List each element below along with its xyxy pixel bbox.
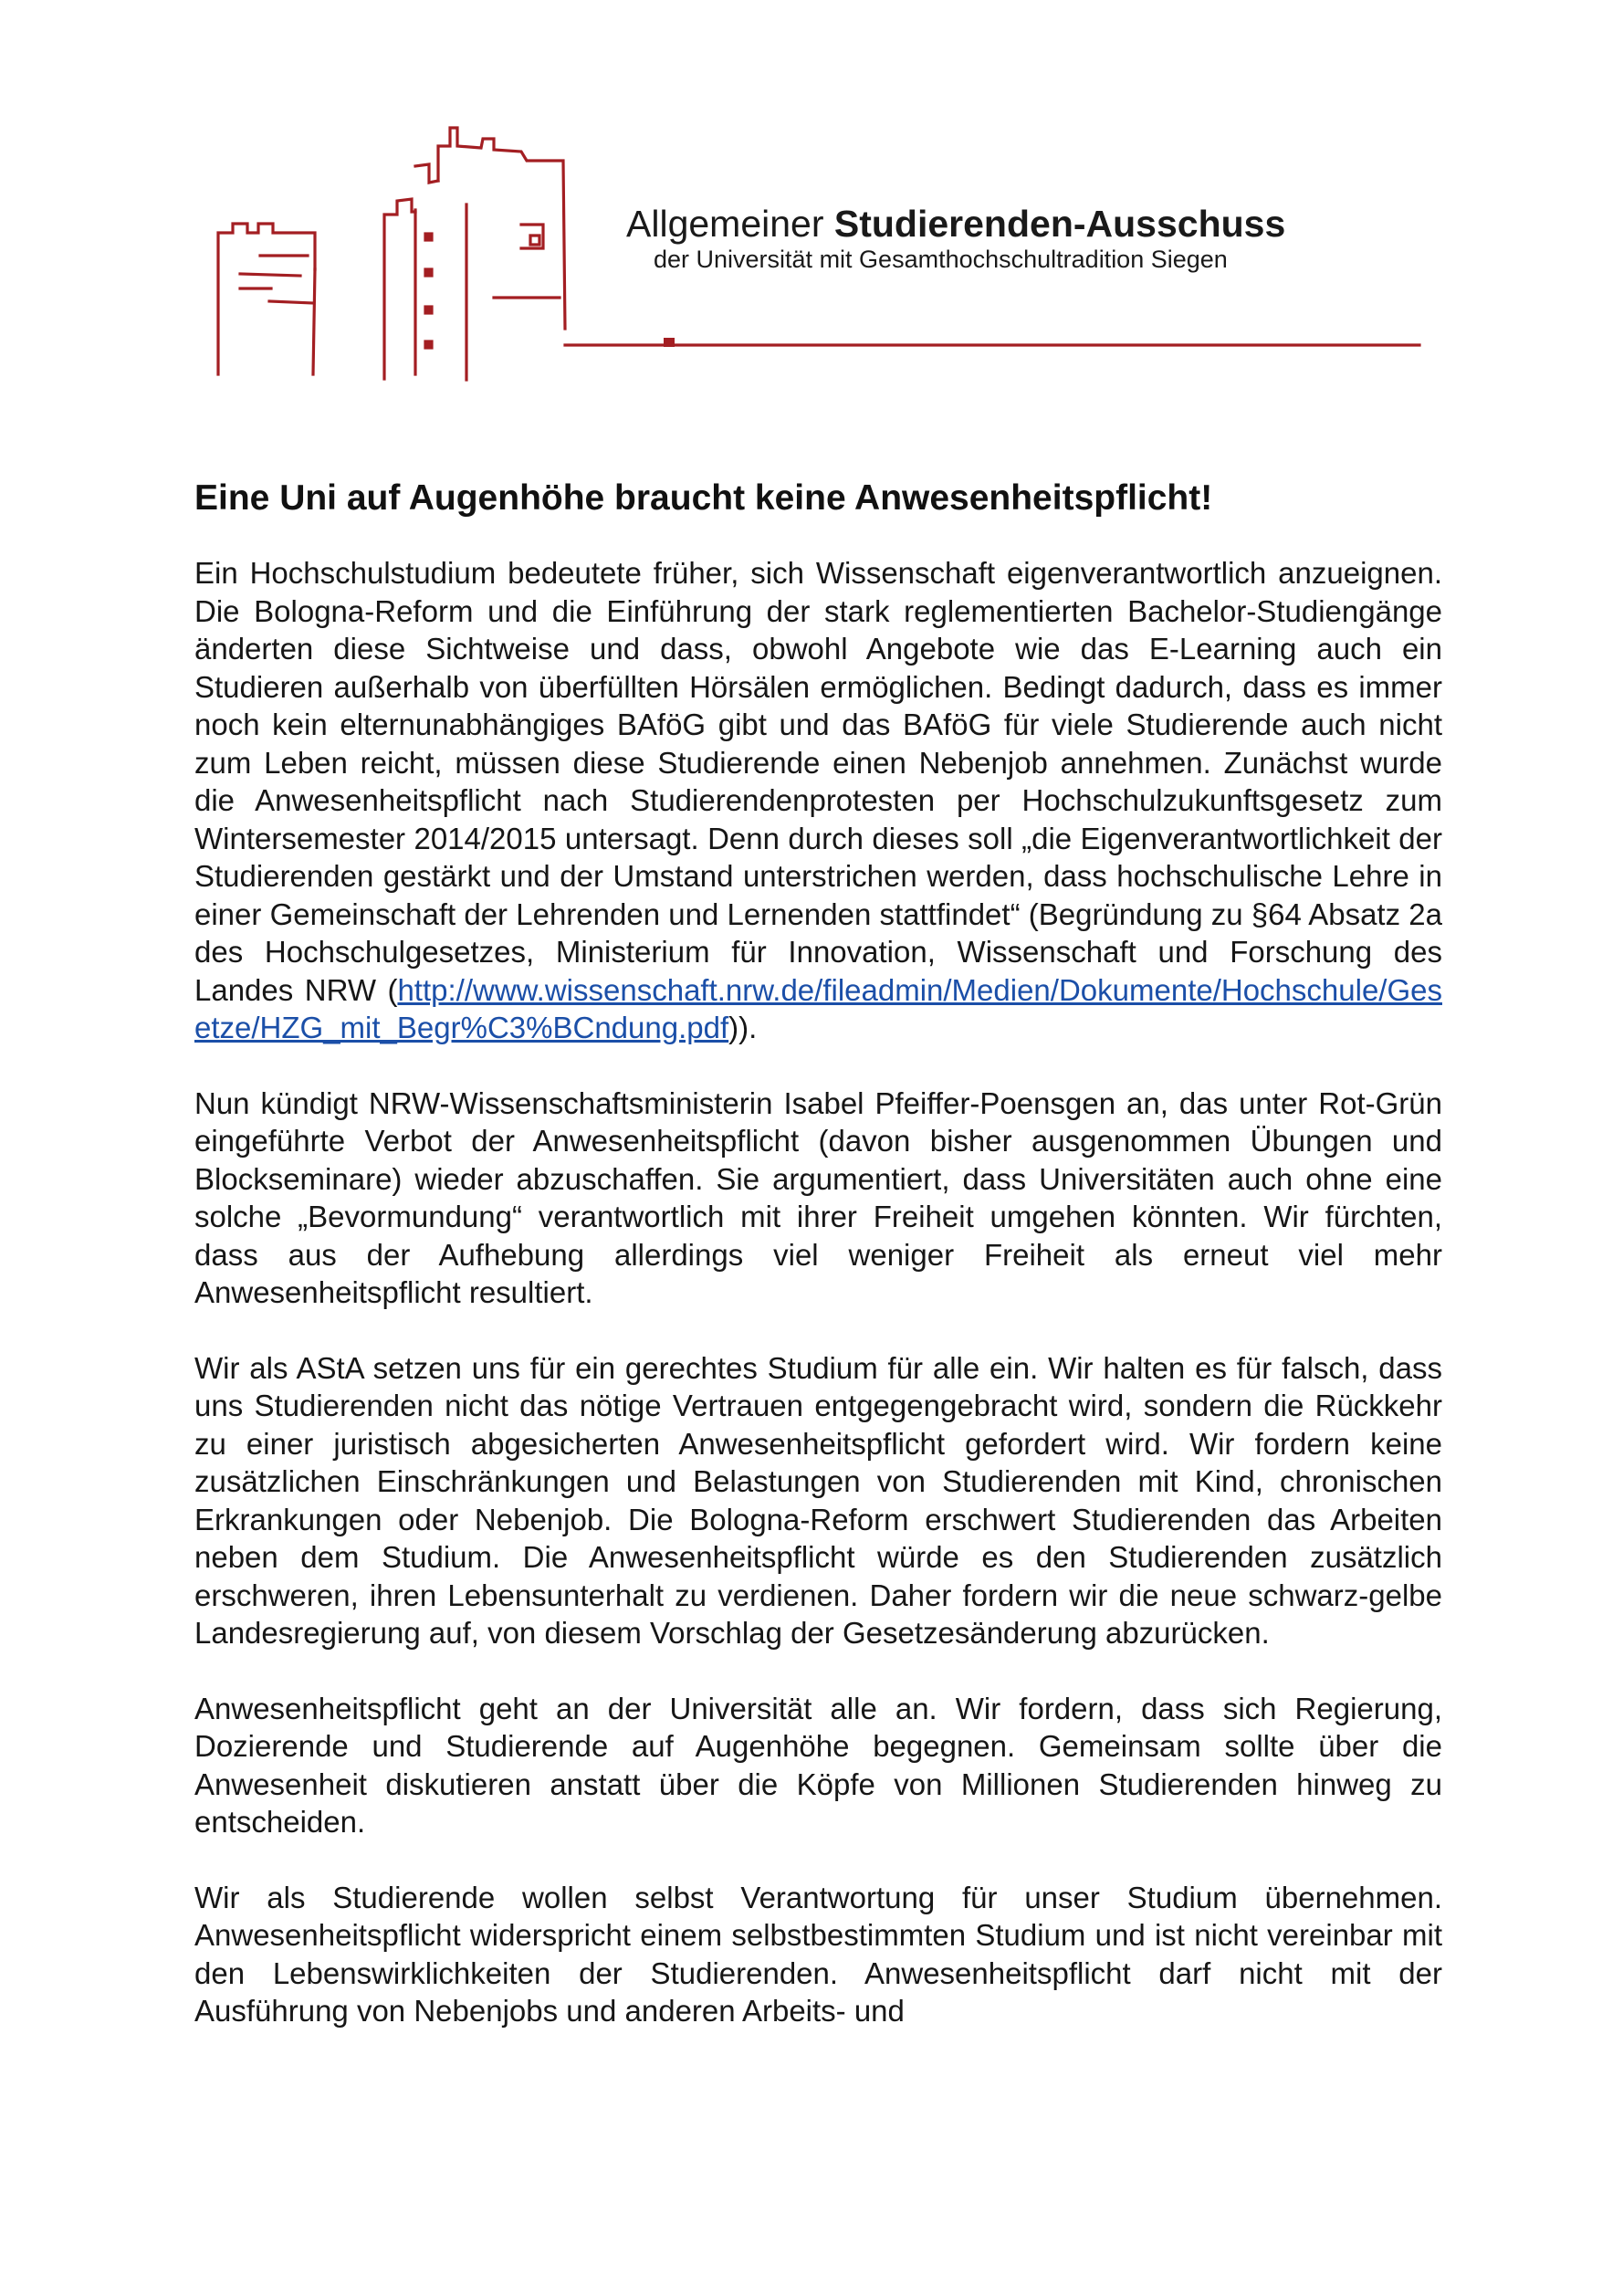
org-name [626, 203, 1285, 245]
org-name-part2: Studierenden-Ausschuss [833, 203, 1286, 245]
paragraph-1-text: Ein Hochschulstudium bedeutete früher, sich Wissenschaft eigenverantwortlich anzueignen. Die Bologna-Reform und die Einführung der stark reglementierten Bachelor-Studiengänge änderten diese Sichtweise und dass, obwohl Angebote wie das E-Learning auch ein Studieren außerhalb von überfüllten Hörsälen ermöglichen. Bedingt dadurch, dass es immer noch kein elternunabhängiges BAföG gibt und das BAföG für viele Studierende auch nicht zum Leben reicht, müssen diese Studierende einen Nebenjob annehmen. Zunächst wurde die Anwesenheitspflicht nach Studierendenprotesten per Hochschulzukunftsgesetz zum Wintersemester 2014/2015 untersagt. Denn durch dieses soll „die Eigenverantwortlichkeit der Studierenden gestärkt und der Umstand unterstrichen werden, dass hochschulische Lehre in einer Gemeinschaft der Lehrenden und Lernenden stattfindet“ (Begründung zu §64 Absatz 2a des Hochschulgesetzes, Ministerium für Innovation, Wissenschaft und Forschung des Landes NRW ( [194, 556, 1442, 1007]
paragraph-4: Anwesenheitspflicht geht an der Universität alle an. Wir fordern, dass sich Regierung, Dozierende und Studierende auf Augenhöhe begegnen. Gemeinsam sollte über die Anwesenheit diskutieren anstatt über die Köpfe von Millionen Studierenden hinweg zu entscheiden. [194, 1691, 1442, 1839]
paragraph-3: Wir als AStA setzen uns für ein gerechtes Studium für alle ein. Wir halten es für falsch, dass uns Studierenden nicht das nötige Vertrauen entgegengebracht wird, sondern die Rückkehr zu einer juristisch abgesicherten Anwesenheitspflicht gefordert wird. Wir fordern keine zusätzlichen Einschränkungen und Belastungen von Studierenden mit Kind, chronischen Erkrankungen oder Nebenjob. Die Bologna-Reform erschwert Studierenden das Arbeiten neben dem Studium. Die Anwesenheitspflicht würde es den Studierenden zusätzlich erschweren, ihren Lebensunterhalt zu verdienen. Daher fordern wir die neue schwarz-gelbe Landesregierung auf, von diesem Vorschlag der Gesetzesänderung abzurücken. [194, 1350, 1442, 1650]
document-title: Eine Uni auf Augenhöhe braucht keine Anwesenheitspflicht! [194, 478, 1213, 518]
paragraph-1-end: )). [728, 1011, 758, 1044]
org-name-part1: Allgemeiner [626, 203, 834, 245]
source-link[interactable]: http://www.wissenschaft.nrw.de/fileadmin/Medien/Dokumente/Hochschule/Gesetze/HZG_mit_Begr%C3%BCndung.pdf [194, 972, 1442, 1044]
org-subtitle: der Universität mit Gesamthochschultradition Siegen [654, 246, 1228, 273]
paragraph-1 [194, 554, 1442, 1047]
document-body [194, 477, 1442, 2068]
paragraph-5: Wir als Studierende wollen selbst Verantwortung für unser Studium übernehmen. Anwesenheitspflicht widerspricht einem selbstbestimmten Studium und ist nicht vereinbar mit den Lebenswirklichkeiten der Studierenden. Anwesenheitspflicht darf nicht mit der Ausführung von Nebenjobs und anderen Arbeits- und [194, 1880, 1442, 2028]
org-header [626, 203, 1285, 274]
paragraph-2: Nun kündigt NRW-Wissenschaftsministerin Isabel Pfeiffer-Poensgen an, das unter Rot-Grün eingeführte Verbot der Anwesenheitspflicht (davon bisher ausgenommen Übungen und Blockseminare) wieder abzuschaffen. Sie argumentiert, dass Universitäten auch ohne eine solche „Bevormundung“ verantwortlich mit ihrer Freiheit umgehen könnten. Wir fürchten, dass aus der Aufhebung allerdings viel weniger Freiheit als erneut viel mehr Anwesenheitspflicht resultiert. [194, 1085, 1442, 1309]
